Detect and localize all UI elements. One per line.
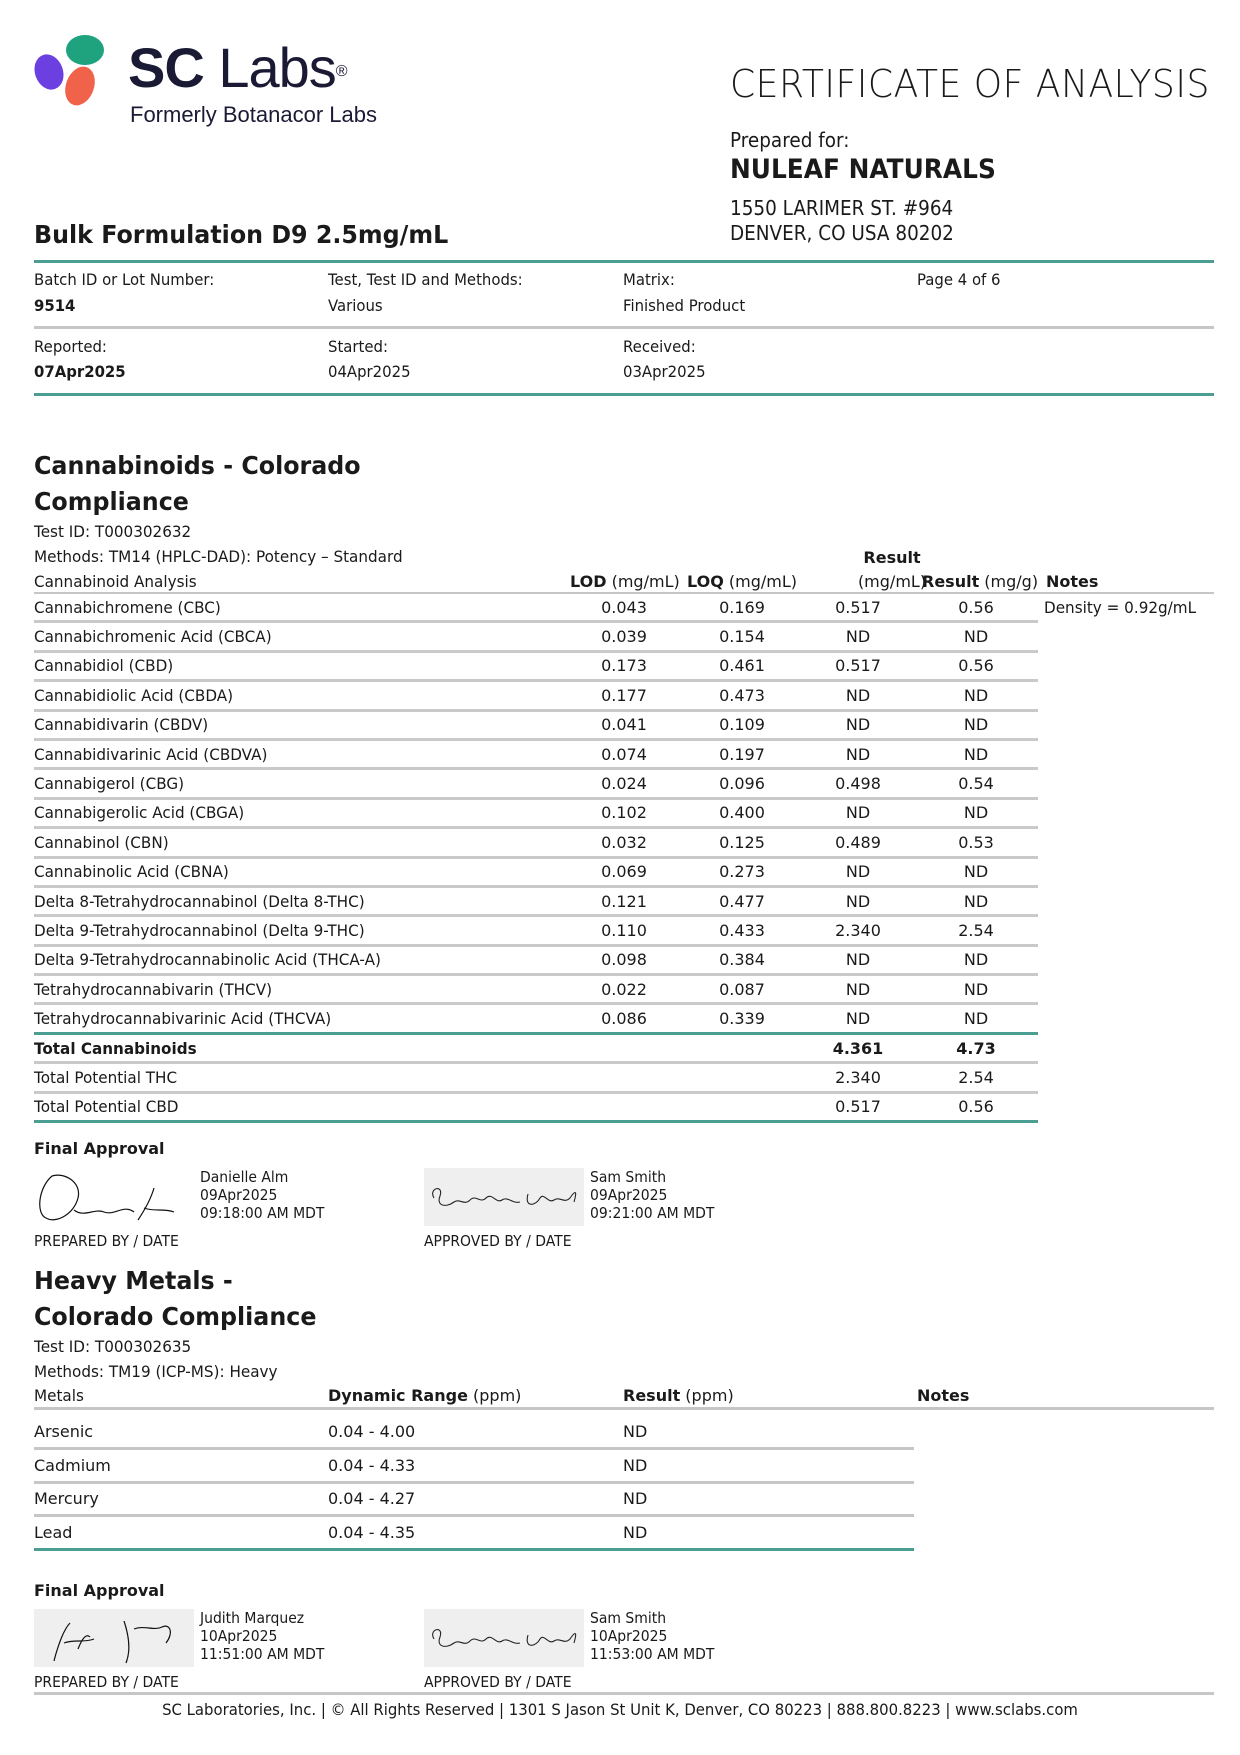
final-approval-title: Final Approval [34, 1581, 165, 1600]
result-mg-ml: ND [845, 979, 871, 999]
document-title: CERTIFICATE OF ANALYSIS [730, 62, 1210, 106]
signature-icon [424, 1168, 584, 1226]
lod-value: 0.086 [601, 1009, 647, 1029]
prepared-for-label: Prepared for: [730, 128, 850, 152]
dynamic-range: 0.04 - 4.35 [328, 1523, 416, 1543]
result-mg-g: ND [963, 744, 989, 764]
matrix-label: Matrix: [623, 270, 675, 289]
loq-value: 0.273 [719, 862, 765, 882]
approved-by-caption: APPROVED BY / DATE [424, 1673, 572, 1691]
result-mg-ml: ND [845, 803, 871, 823]
table-row [34, 653, 1038, 682]
cannabinoid-name: Cannabidiolic Acid (CBDA) [34, 685, 234, 705]
loq-value: 0.477 [719, 891, 765, 911]
metal-name: Arsenic [34, 1422, 94, 1441]
table-row [34, 888, 1038, 917]
metals-title-line1: Heavy Metals - [34, 1266, 233, 1295]
cannabinoid-table [34, 594, 1214, 1123]
lod-value: 0.074 [601, 744, 647, 764]
brand-subtitle: Formerly Botanacor Labs [130, 102, 377, 127]
result-mg-g: ND [963, 1009, 989, 1029]
col-metal: Metals [34, 1386, 84, 1405]
prepared-by-caption: PREPARED BY / DATE [34, 1232, 179, 1250]
table-row [34, 594, 1197, 623]
logo-dots-icon [34, 30, 114, 110]
result-mg-ml: 0.489 [835, 832, 881, 852]
cannabinoid-name: Cannabinol (CBN) [34, 832, 169, 852]
prepared-signature [34, 1609, 194, 1667]
approved-by-info: Sam Smith 10Apr2025 11:53:00 AM MDT [590, 1609, 715, 1663]
cannabinoids-methods: Methods: TM14 (HPLC-DAD): Potency – Standard [34, 547, 403, 566]
loq-value: 0.339 [719, 1009, 765, 1029]
table-row [34, 1413, 914, 1450]
table-row [34, 1447, 914, 1484]
lod-value: 0.024 [601, 774, 647, 794]
loq-value: 0.400 [719, 803, 765, 823]
result-mg-g: ND [963, 950, 989, 970]
cannabinoid-name: Cannabidivarin (CBDV) [34, 715, 209, 735]
metal-name: Mercury [34, 1489, 99, 1509]
matrix-value: Finished Product [623, 296, 746, 315]
approved-signature [424, 1609, 584, 1667]
dynamic-range: 0.04 - 4.00 [328, 1422, 416, 1441]
result-mg-g: ND [963, 803, 989, 823]
result-mg-ml: 2.340 [835, 1067, 881, 1087]
signature-icon [424, 1609, 584, 1667]
lod-value: 0.032 [601, 832, 647, 852]
lod-value: 0.022 [601, 979, 647, 999]
result-mg-ml: 0.517 [835, 1097, 881, 1117]
cannabinoid-name: Delta 8-Tetrahydrocannabinol (Delta 8-THC) [34, 891, 365, 911]
result-mg-g: 4.73 [956, 1038, 996, 1058]
started-value: 04Apr2025 [328, 362, 411, 381]
reported-label: Reported: [34, 337, 107, 356]
cannabinoid-name: Cannabichromenic Acid (CBCA) [34, 627, 272, 647]
final-approval-title: Final Approval [34, 1139, 165, 1158]
table-row [34, 712, 1038, 741]
lod-value: 0.039 [601, 627, 647, 647]
cannabinoid-name: Cannabidivarinic Acid (CBDVA) [34, 744, 268, 764]
divider [34, 326, 1214, 329]
signature-icon [34, 1168, 194, 1226]
col-lod: LOD (mg/mL) [570, 572, 680, 591]
prepared-by-info: Judith Marquez 10Apr2025 11:51:00 AM MDT [200, 1609, 325, 1663]
lod-value: 0.041 [601, 715, 647, 735]
total-name: Total Cannabinoids [34, 1038, 197, 1058]
table-row [34, 917, 1038, 946]
result-mg-g: ND [963, 715, 989, 735]
tests-value: Various [328, 296, 383, 315]
result-mg-g: 0.56 [958, 656, 994, 676]
dynamic-range: 0.04 - 4.27 [328, 1489, 416, 1509]
total-name: Total Potential CBD [34, 1097, 179, 1117]
signature-icon [34, 1609, 194, 1667]
divider [34, 393, 1214, 396]
result-mg-g: 2.54 [958, 920, 994, 940]
result-mg-g: ND [963, 979, 989, 999]
cannabinoids-test-id: Test ID: T000302632 [34, 522, 192, 541]
loq-value: 0.169 [719, 597, 765, 617]
client-address-line1: 1550 LARIMER ST. #964 [730, 196, 954, 220]
lod-value: 0.173 [601, 656, 647, 676]
lod-value: 0.102 [601, 803, 647, 823]
footer-text: SC Laboratories, Inc. | © All Rights Reserved | 1301 S Jason St Unit K, Denver, CO 80223 | 888.800.8223 | www.sclabs.com [162, 1700, 1078, 1719]
loq-value: 0.384 [719, 950, 765, 970]
loq-value: 0.096 [719, 774, 765, 794]
metal-name: Cadmium [34, 1455, 111, 1475]
prepared-by-caption: PREPARED BY / DATE [34, 1673, 179, 1691]
cannabinoid-table-header [34, 548, 1214, 592]
loq-value: 0.433 [719, 920, 765, 940]
result-mg-g: 0.56 [958, 597, 994, 617]
started-label: Started: [328, 337, 388, 356]
col-notes: Notes [1046, 572, 1099, 591]
approved-by-caption: APPROVED BY / DATE [424, 1232, 572, 1250]
prepared-signature [34, 1168, 194, 1226]
result-mg-ml: 0.517 [835, 597, 881, 617]
result-mg-ml: 0.517 [835, 656, 881, 676]
divider [34, 1692, 1214, 1695]
result-mg-g: 0.53 [958, 832, 994, 852]
metals-table-header [34, 1386, 1214, 1410]
prepared-by-info: Danielle Alm 09Apr2025 09:18:00 AM MDT [200, 1168, 325, 1222]
reported-value: 07Apr2025 [34, 362, 126, 381]
received-label: Received: [623, 337, 696, 356]
result-mg-ml: 2.340 [835, 920, 881, 940]
table-row [34, 1514, 914, 1551]
col-dynamic-range: Dynamic Range (ppm) [328, 1386, 522, 1405]
dynamic-range: 0.04 - 4.33 [328, 1455, 416, 1475]
result-mg-ml: ND [845, 1009, 871, 1029]
col-result-g: Result (mg/g) [922, 572, 1039, 591]
lod-value: 0.110 [601, 920, 647, 940]
result-mg-g: ND [963, 685, 989, 705]
result-mg-ml: ND [845, 715, 871, 735]
metal-result: ND [623, 1523, 648, 1543]
loq-value: 0.197 [719, 744, 765, 764]
result-mg-ml: ND [845, 627, 871, 647]
client-address-line2: DENVER, CO USA 80202 [730, 221, 954, 245]
total-row [34, 1094, 1038, 1123]
approved-signature [424, 1168, 584, 1226]
cannabinoid-name: Cannabidiol (CBD) [34, 656, 174, 676]
cannabinoid-name: Cannabigerolic Acid (CBGA) [34, 803, 245, 823]
lod-value: 0.177 [601, 685, 647, 705]
cannabinoid-name: Cannabigerol (CBG) [34, 774, 185, 794]
loq-value: 0.087 [719, 979, 765, 999]
page-indicator: Page 4 of 6 [917, 270, 1001, 289]
table-row [34, 829, 1038, 858]
total-row [34, 1064, 1038, 1093]
cannabinoid-name: Delta 9-Tetrahydrocannabinol (Delta 9-THC) [34, 920, 365, 940]
col-analysis: Cannabinoid Analysis [34, 572, 197, 591]
loq-value: 0.461 [719, 656, 765, 676]
metals-title-line2: Colorado Compliance [34, 1302, 317, 1331]
col-result-ml-title: Result [863, 548, 921, 567]
result-mg-ml: ND [845, 862, 871, 882]
cannabinoid-name: Tetrahydrocannabivarin (THCV) [34, 979, 273, 999]
divider [34, 260, 1214, 263]
metals-test-id: Test ID: T000302635 [34, 1337, 192, 1356]
cannabinoid-name: Tetrahydrocannabivarinic Acid (THCVA) [34, 1009, 332, 1029]
batch-value: 9514 [34, 296, 76, 315]
cannabinoid-name: Cannabichromene (CBC) [34, 597, 221, 617]
col-result-ml-unit: (mg/mL) [857, 572, 927, 591]
total-row [34, 1035, 1038, 1064]
result-mg-g: ND [963, 891, 989, 911]
result-mg-g: ND [963, 862, 989, 882]
loq-value: 0.109 [719, 715, 765, 735]
metal-result: ND [623, 1422, 648, 1441]
result-mg-g: 0.54 [958, 774, 994, 794]
row-note: Density = 0.92g/mL [1044, 597, 1197, 617]
result-mg-g: ND [963, 627, 989, 647]
result-mg-ml: ND [845, 744, 871, 764]
loq-value: 0.154 [719, 627, 765, 647]
cannabinoids-title-line1: Cannabinoids - Colorado [34, 451, 361, 480]
table-row [34, 859, 1038, 888]
result-mg-ml: 0.498 [835, 774, 881, 794]
table-row [34, 976, 1038, 1005]
table-row [34, 623, 1038, 652]
lod-value: 0.098 [601, 950, 647, 970]
approved-by-info: Sam Smith 09Apr2025 09:21:00 AM MDT [590, 1168, 715, 1222]
cannabinoid-name: Delta 9-Tetrahydrocannabinolic Acid (THCA-A) [34, 950, 381, 970]
lod-value: 0.121 [601, 891, 647, 911]
metals-methods: Methods: TM19 (ICP-MS): Heavy [34, 1362, 278, 1381]
received-value: 03Apr2025 [623, 362, 706, 381]
tests-label: Test, Test ID and Methods: [328, 270, 523, 289]
cannabinoids-title-line2: Compliance [34, 487, 189, 516]
batch-label: Batch ID or Lot Number: [34, 270, 215, 289]
loq-value: 0.125 [719, 832, 765, 852]
result-mg-ml: ND [845, 891, 871, 911]
table-row [34, 682, 1038, 711]
table-row [34, 741, 1038, 770]
cannabinoid-name: Cannabinolic Acid (CBNA) [34, 862, 229, 882]
col-notes: Notes [917, 1386, 970, 1405]
result-mg-g: 0.56 [958, 1097, 994, 1117]
lod-value: 0.043 [601, 597, 647, 617]
result-mg-ml: ND [845, 950, 871, 970]
table-row [34, 947, 1038, 976]
table-row [34, 1005, 1038, 1034]
table-row [34, 1480, 914, 1517]
col-loq: LOQ (mg/mL) [687, 572, 798, 591]
result-mg-ml: ND [845, 685, 871, 705]
col-result: Result (ppm) [623, 1386, 734, 1405]
metal-result: ND [623, 1489, 648, 1509]
lod-value: 0.069 [601, 862, 647, 882]
sc-labs-logo [34, 30, 377, 130]
metal-name: Lead [34, 1523, 73, 1543]
table-row [34, 770, 1038, 799]
client-name: NULEAF NATURALS [730, 154, 996, 185]
product-name: Bulk Formulation D9 2.5mg/mL [34, 220, 449, 249]
brand-name: SC Labs® [128, 36, 347, 99]
metal-result: ND [623, 1455, 648, 1475]
loq-value: 0.473 [719, 685, 765, 705]
total-name: Total Potential THC [34, 1067, 178, 1087]
table-row [34, 800, 1038, 829]
result-mg-g: 2.54 [958, 1067, 994, 1087]
result-mg-ml: 4.361 [832, 1038, 884, 1058]
